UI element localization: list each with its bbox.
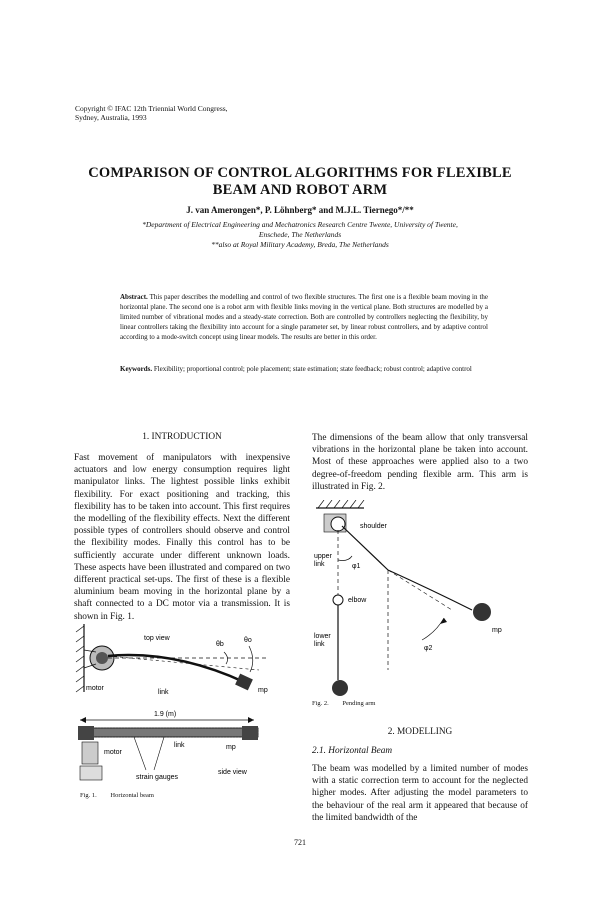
fig1-caption-number: Fig. 1. xyxy=(80,792,97,799)
modelling-heading: 2. MODELLING xyxy=(387,727,453,737)
fig2-upper-label: upper xyxy=(314,553,332,560)
fig1-caption xyxy=(80,792,154,799)
copyright-line-2: Sydney, Australia, 1993 xyxy=(75,113,147,122)
fig1-dimension: 1.9 (m) xyxy=(154,711,177,718)
fig2-caption-number: Fig. 2. xyxy=(312,700,329,707)
fig2-lower-label: lower xyxy=(314,633,331,640)
fig2-caption xyxy=(312,700,375,707)
title-line-1: COMPARISON OF CONTROL ALGORITHMS FOR FLEXIBLE xyxy=(88,165,512,181)
fig1-theta-b: θb xyxy=(216,641,224,648)
authors: J. van Amerongen*, P. Löhnberg* and M.J.L. Tiernego*/** xyxy=(186,205,414,215)
fig1-motor-label-2: motor xyxy=(104,749,122,756)
figure-1-diagram xyxy=(74,602,294,812)
fig2-caption-text: Pending arm xyxy=(342,700,376,707)
page-number: 721 xyxy=(294,838,306,847)
fig2-phi1-label: φ1 xyxy=(352,563,361,570)
title-line-2: BEAM AND ROBOT ARM xyxy=(212,182,388,198)
modelling-text: The beam was modelled by a limited number of modes with a static correction term to account for the neglected higher modes. After adjusting the model parameters to the behaviour of the real arm it appeared that because of the limited bandwidth of the xyxy=(312,764,528,823)
affiliation-line-3: **also at Royal Military Academy, Breda, The Netherlands xyxy=(211,240,389,249)
right-intro-text: The dimensions of the beam allow that only transversal vibrations in the horizontal plane be taken into account. Most of these approaches were applied also to a two degree-of-freedom pending flexible arm. This arm is illustrated in Fig. 2. xyxy=(312,433,528,492)
intro-heading: 1. INTRODUCTION xyxy=(142,432,222,442)
copyright-note xyxy=(75,104,275,122)
copyright-line-1: Copyright © IFAC 12th Triennial World Congress, xyxy=(75,104,228,113)
fig1-link-label: link xyxy=(158,689,169,696)
paper-title xyxy=(60,165,540,199)
fig1-motor-label: motor xyxy=(86,685,104,692)
keywords-label: Keywords. xyxy=(120,365,153,373)
fig1-caption-text: Horizontal beam xyxy=(110,792,154,799)
keywords xyxy=(120,364,488,374)
fig1-link-label-2: link xyxy=(174,742,185,749)
abstract-label: Abstract. xyxy=(120,293,148,301)
fig1-mp-label-2: mp xyxy=(226,744,236,751)
fig2-phi2-label: φ2 xyxy=(424,645,433,652)
affiliation-line-1: *Department of Electrical Engineering and Mechatronics Research Centre Twente, University of Twente, xyxy=(142,220,458,229)
fig2-mp-label: mp xyxy=(492,627,502,634)
keywords-text: Flexibility; proportional control; pole placement; state estimation; state feedback; robust control; adaptive control xyxy=(153,365,472,373)
abstract xyxy=(120,292,488,342)
fig1-mp-label: mp xyxy=(258,687,268,694)
figure-2-diagram xyxy=(312,500,532,700)
fig2-lower-link-label: link xyxy=(314,641,325,648)
affiliation xyxy=(60,220,540,250)
fig2-upper-link-label: link xyxy=(314,561,325,568)
abstract-text: This paper describes the modelling and control of two flexible structures. The first one is a flexible beam moving in the horizontal plane. The second one is a robot arm with flexible links moving in the vertical plane. Both structures are modelled by a limited number of vibrational modes and a steady-state correction. Both are controlled by controllers neglecting the flexibility, by linear controllers taking the flexibility into account for a single parameter set, by linear robust controllers, and by adaptive control according to a mode-switch concept using linear models. The results are better in this order. xyxy=(120,293,489,341)
fig1-theta-o: θo xyxy=(244,637,252,644)
fig1-top-view-label: top view xyxy=(144,635,170,642)
fig2-shoulder-label: shoulder xyxy=(360,523,387,530)
fig2-elbow-label: elbow xyxy=(348,597,367,604)
fig1-strain-gauges-label: strain gauges xyxy=(136,774,179,781)
intro-text: Fast movement of manipulators with inexpensive actuators and low energy consumption requires light manipulator links. The lightest possible links exhibit flexibility. For exact positioning and tracking, this flexibility has to be taken into account. This first requires the modelling of the flexibility effects. Next the different possible types of controllers should observe and control the flexibility modes. Finally this control has to be sufficiently accurate under different unknown loads. These aspects have been illustrated and compared on two different practical set-ups. The first of these is a flexible aluminium beam moving in the horizontal plane by a shaft connected to a DC motor via a transmission. It is shown in Fig. 1. xyxy=(74,453,290,622)
affiliation-line-2: Enschede, The Netherlands xyxy=(258,230,342,239)
modelling-subheading: 2.1. Horizontal Beam xyxy=(312,746,393,756)
fig1-side-view-label: side view xyxy=(218,769,247,776)
